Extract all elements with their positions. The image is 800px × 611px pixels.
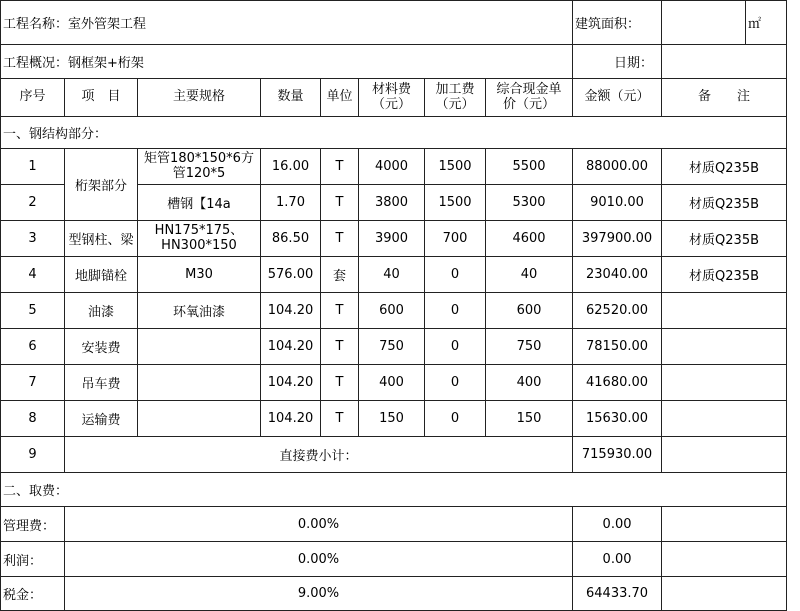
subtotal-remark-cell[interactable] — [662, 437, 787, 473]
fee-label[interactable]: 利润： — [1, 542, 65, 577]
header-material-line2: （元） — [371, 96, 411, 112]
area-unit[interactable]: ㎡ — [746, 1, 787, 45]
row-amount[interactable]: 88000.00 — [573, 149, 662, 185]
row-unit[interactable]: T — [321, 401, 359, 437]
row-material[interactable]: 750 — [359, 329, 425, 365]
fee-remark-cell[interactable] — [662, 507, 787, 542]
section1-row — [1, 117, 787, 149]
row-seq[interactable]: 3 — [1, 221, 65, 257]
row-unit[interactable]: T — [321, 365, 359, 401]
row-spec[interactable] — [138, 329, 261, 365]
row-item[interactable]: 地脚锚栓 — [65, 257, 138, 293]
table-row — [1, 365, 787, 401]
header-qty[interactable]: 数量 — [261, 79, 321, 117]
row-unit[interactable]: T — [321, 329, 359, 365]
row-item[interactable]: 运输费 — [65, 401, 138, 437]
row-amount[interactable]: 15630.00 — [573, 401, 662, 437]
overview-label: 工程概况： — [3, 56, 69, 71]
fee-remark-cell[interactable] — [662, 577, 787, 611]
row-spec[interactable]: M30 — [138, 257, 261, 293]
row-qty[interactable]: 86.50 — [261, 221, 321, 257]
project-name-value: 室外管架工程 — [68, 17, 147, 32]
row-remark[interactable]: 材质Q235B — [662, 149, 787, 185]
row-unit[interactable]: 套 — [321, 257, 359, 293]
column-header-row — [1, 79, 787, 117]
row-labor[interactable]: 0 — [425, 257, 486, 293]
subtotal-label[interactable]: 直接费小计： — [65, 437, 573, 473]
row-item[interactable]: 吊车费 — [65, 365, 138, 401]
row-unit[interactable]: T — [321, 185, 359, 221]
overview-value: 钢框架+桁架 — [68, 56, 144, 71]
fee-amount[interactable]: 0.00 — [573, 507, 662, 542]
row-combined[interactable]: 400 — [486, 365, 573, 401]
row-seq[interactable]: 5 — [1, 293, 65, 329]
row-qty[interactable]: 104.20 — [261, 401, 321, 437]
row-spec[interactable]: 矩管180*150*6方管120*5 — [138, 149, 261, 185]
row-combined[interactable]: 4600 — [486, 221, 573, 257]
row-unit[interactable]: T — [321, 149, 359, 185]
table-row — [1, 293, 787, 329]
header-spec[interactable]: 主要规格 — [138, 79, 261, 117]
row-material[interactable]: 3800 — [359, 185, 425, 221]
header-unit[interactable]: 单位 — [321, 79, 359, 117]
row-unit[interactable]: T — [321, 221, 359, 257]
row-remark[interactable]: 材质Q235B — [662, 257, 787, 293]
row-combined[interactable]: 150 — [486, 401, 573, 437]
table-row — [1, 221, 787, 257]
date-label[interactable]: 日期： — [573, 45, 662, 79]
row-material[interactable]: 3900 — [359, 221, 425, 257]
header-combined-line1: 综合现金单 — [496, 81, 562, 97]
row-item[interactable]: 安装费 — [65, 329, 138, 365]
table-row — [1, 257, 787, 293]
area-label[interactable]: 建筑面积： — [573, 1, 662, 45]
header-amount[interactable]: 金额（元） — [573, 79, 662, 117]
row-labor[interactable]: 0 — [425, 329, 486, 365]
header-labor-line2: （元） — [435, 96, 475, 112]
section2-title[interactable]: 二、取费： — [1, 473, 787, 507]
row-spec[interactable]: HN175*175、HN300*150 — [138, 221, 261, 257]
row-seq[interactable]: 4 — [1, 257, 65, 293]
section2-row — [1, 473, 787, 507]
header-material[interactable] — [359, 79, 425, 117]
fee-amount[interactable]: 64433.70 — [573, 577, 662, 611]
row-labor[interactable]: 0 — [425, 365, 486, 401]
row-qty[interactable]: 104.20 — [261, 329, 321, 365]
row-combined[interactable]: 40 — [486, 257, 573, 293]
row-material[interactable]: 4000 — [359, 149, 425, 185]
row-combined[interactable]: 600 — [486, 293, 573, 329]
row-seq[interactable]: 1 — [1, 149, 65, 185]
fee-rate[interactable]: 0.00% — [65, 542, 573, 577]
row-remark[interactable]: 材质Q235B — [662, 185, 787, 221]
header-labor[interactable] — [425, 79, 486, 117]
header-labor-line1: 加工费 — [435, 81, 475, 97]
row-qty[interactable]: 1.70 — [261, 185, 321, 221]
subtotal-row — [1, 437, 787, 473]
fee-label[interactable]: 税金： — [1, 577, 65, 611]
row-qty[interactable]: 104.20 — [261, 365, 321, 401]
row-labor[interactable]: 1500 — [425, 149, 486, 185]
fee-amount[interactable]: 0.00 — [573, 542, 662, 577]
header-remark[interactable]: 备 注 — [662, 79, 787, 117]
fee-row — [1, 577, 787, 611]
row-amount[interactable]: 78150.00 — [573, 329, 662, 365]
row-spec[interactable] — [138, 365, 261, 401]
subtotal-amount[interactable]: 715930.00 — [573, 437, 662, 473]
row-qty[interactable]: 576.00 — [261, 257, 321, 293]
table-row — [1, 149, 787, 185]
row-seq[interactable]: 7 — [1, 365, 65, 401]
row-labor[interactable]: 0 — [425, 401, 486, 437]
row-amount[interactable]: 397900.00 — [573, 221, 662, 257]
header-combined-line2: 价（元） — [503, 96, 556, 112]
row-material[interactable]: 150 — [359, 401, 425, 437]
row-seq[interactable]: 6 — [1, 329, 65, 365]
fee-remark-cell[interactable] — [662, 542, 787, 577]
fee-label[interactable]: 管理费： — [1, 507, 65, 542]
fee-row — [1, 507, 787, 542]
project-overview-row — [1, 45, 787, 79]
row-spec[interactable] — [138, 401, 261, 437]
row-remark[interactable]: 材质Q235B — [662, 221, 787, 257]
row-item[interactable]: 桁架部分 — [65, 149, 138, 221]
header-item[interactable]: 项 目 — [65, 79, 138, 117]
fee-row — [1, 542, 787, 577]
row-unit[interactable]: T — [321, 293, 359, 329]
row-amount[interactable]: 9010.00 — [573, 185, 662, 221]
table-row — [1, 329, 787, 365]
row-combined[interactable]: 750 — [486, 329, 573, 365]
row-labor[interactable]: 0 — [425, 293, 486, 329]
row-material[interactable]: 40 — [359, 257, 425, 293]
header-seq[interactable]: 序号 — [1, 79, 65, 117]
fee-rate[interactable]: 9.00% — [65, 577, 573, 611]
project-name-row — [1, 1, 787, 45]
row-item[interactable]: 型钢柱、梁 — [65, 221, 138, 257]
row-remark[interactable] — [662, 293, 787, 329]
row-labor[interactable]: 1500 — [425, 185, 486, 221]
row-item[interactable]: 油漆 — [65, 293, 138, 329]
project-overview-cell[interactable] — [1, 45, 573, 79]
section1-title[interactable]: 一、钢结构部分： — [1, 117, 787, 149]
project-name-cell[interactable] — [1, 1, 573, 45]
subtotal-seq[interactable]: 9 — [1, 437, 65, 473]
header-material-line1: 材料费 — [371, 81, 411, 97]
fee-rate[interactable]: 0.00% — [65, 507, 573, 542]
row-material[interactable]: 400 — [359, 365, 425, 401]
row-qty[interactable]: 16.00 — [261, 149, 321, 185]
table-row — [1, 401, 787, 437]
row-combined[interactable]: 5300 — [486, 185, 573, 221]
header-combined[interactable] — [486, 79, 573, 117]
row-qty[interactable]: 104.20 — [261, 293, 321, 329]
row-labor[interactable]: 700 — [425, 221, 486, 257]
row-amount[interactable]: 62520.00 — [573, 293, 662, 329]
row-material[interactable]: 600 — [359, 293, 425, 329]
date-value-cell[interactable] — [662, 45, 787, 79]
row-remark[interactable] — [662, 365, 787, 401]
row-seq[interactable]: 2 — [1, 185, 65, 221]
row-spec[interactable]: 环氧油漆 — [138, 293, 261, 329]
row-spec[interactable]: 槽钢【14a — [138, 185, 261, 221]
row-amount[interactable]: 23040.00 — [573, 257, 662, 293]
area-value-cell[interactable] — [662, 1, 746, 45]
row-seq[interactable]: 8 — [1, 401, 65, 437]
row-amount[interactable]: 41680.00 — [573, 365, 662, 401]
row-remark[interactable] — [662, 401, 787, 437]
row-remark[interactable] — [662, 329, 787, 365]
project-name-label: 工程名称： — [3, 17, 69, 32]
row-combined[interactable]: 5500 — [486, 149, 573, 185]
